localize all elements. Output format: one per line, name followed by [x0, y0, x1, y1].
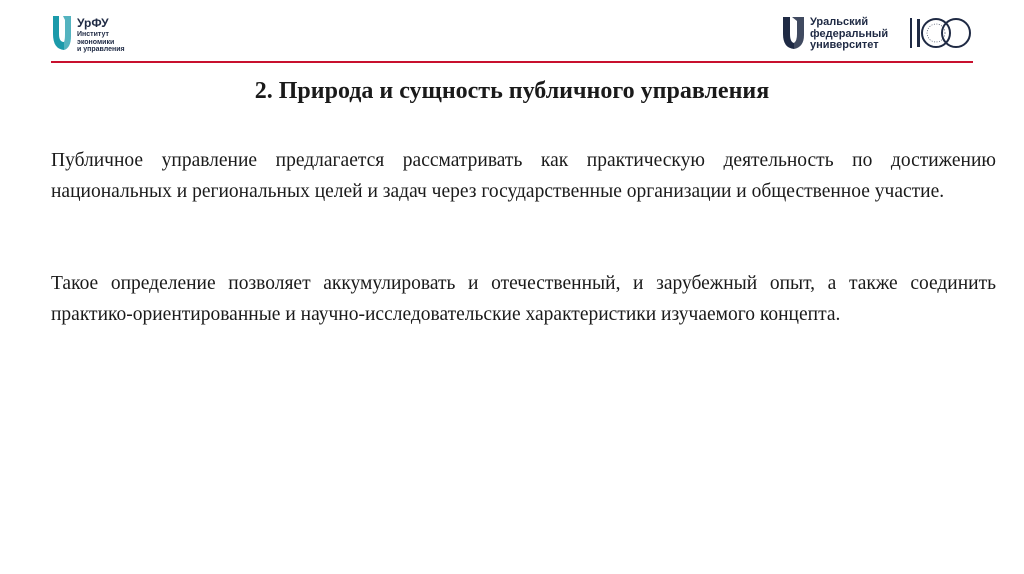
university-name-line: федеральный: [810, 27, 889, 40]
university-name: [810, 17, 888, 52]
university-name-line: Уральский: [810, 16, 869, 28]
urfu-university-logo: [782, 14, 978, 58]
logo-subtitle-line: экономики: [77, 38, 115, 46]
urfu-u-icon: [51, 14, 73, 52]
urfu-institute-logo: [51, 14, 151, 58]
logo-subtitle-line: и управления: [77, 46, 125, 53]
logo-separator: [910, 18, 912, 48]
header-divider: [51, 61, 973, 63]
logo-brand-text: УрФУ: [77, 16, 109, 30]
logo-subtitle-line: Институт: [77, 31, 109, 38]
university-name-line: университет: [810, 39, 879, 51]
body-paragraph: Такое определение позволяет аккумулировать и отечественный, и зарубежный опыт, а также соединить практико-ориентированные и научно-исследовательские характеристики изучаемого концепта.: [51, 273, 996, 325]
body-paragraph: Публичное управление предлагается рассматривать как практическую деятельность по достижению национальных и региональных целей и задач через государственные организации и общественное участие.: [51, 150, 996, 202]
anniversary-seal-icon: [916, 16, 974, 52]
urfu-u-icon: [782, 16, 806, 50]
slide-title: 2. Природа и сущность публичного управления: [254, 78, 770, 104]
logo-subtitle: [77, 31, 125, 54]
